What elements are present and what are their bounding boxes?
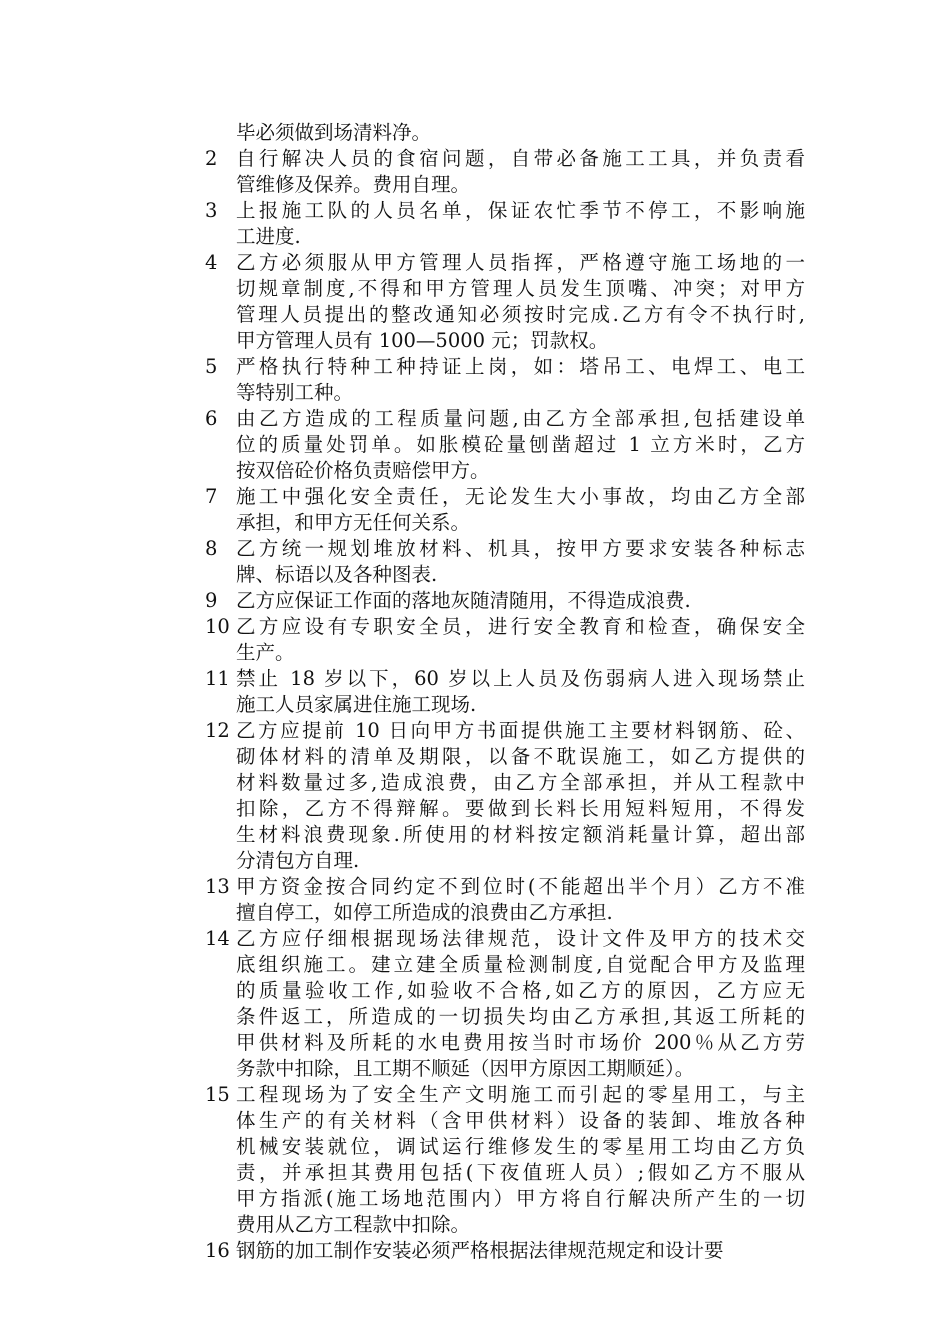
clause-number: 6 bbox=[205, 407, 218, 430]
text-line: 严格执行特种工种持证上岗，如：塔吊工、电焊工、电工 bbox=[236, 355, 805, 378]
text-line: 体生产的有关材料（含甲供材料）设备的装卸、堆放各种 bbox=[236, 1109, 805, 1132]
clause-text bbox=[236, 1082, 805, 1238]
clause-number: 13 bbox=[205, 875, 230, 898]
clause-item bbox=[205, 1238, 805, 1264]
continuation-paragraph bbox=[205, 120, 805, 146]
text-line: 乙方应提前 10 日向甲方书面提供施工主要材料钢筋、砼、 bbox=[236, 719, 805, 742]
clause-number: 11 bbox=[205, 667, 230, 690]
text-line: 分清包方自理. bbox=[236, 849, 360, 872]
clause-text bbox=[236, 198, 805, 250]
text-line: 上报施工队的人员名单，保证农忙季节不停工，不影响施 bbox=[236, 199, 805, 222]
clause-number: 8 bbox=[205, 537, 218, 560]
text-line: 钢筋的加工制作安装必须严格根据法律规范规定和设计要 bbox=[236, 1239, 724, 1262]
text-line: 务款中扣除，且工期不顺延（因甲方原因工期顺延）。 bbox=[236, 1057, 695, 1080]
text-line: 甲供材料及所耗的水电费用按当时市场价 200％从乙方劳 bbox=[236, 1031, 805, 1054]
text-line: 擅自停工，如停工所造成的浪费由乙方承担. bbox=[236, 901, 613, 924]
clause-number: 7 bbox=[205, 485, 218, 508]
text-line: 施工中强化安全责任，无论发生大小事故，均由乙方全部 bbox=[236, 485, 805, 508]
text-line: 乙方必须服从甲方管理人员指挥，严格遵守施工场地的一 bbox=[236, 251, 805, 274]
text-line: 生产。 bbox=[236, 641, 295, 664]
clause-text bbox=[236, 1238, 805, 1264]
text-line: 乙方应设有专职安全员，进行安全教育和检查，确保安全 bbox=[236, 615, 805, 638]
text-line: 自行解决人员的食宿问题，自带必备施工工具，并负责看 bbox=[236, 147, 805, 170]
text-line: 按双倍砼价格负责赔偿甲方。 bbox=[236, 459, 490, 482]
clause-number: 15 bbox=[205, 1083, 230, 1106]
clause-text bbox=[236, 120, 805, 146]
clause-text bbox=[236, 874, 805, 926]
clause-item bbox=[205, 406, 805, 484]
text-line: 乙方应仔细根据现场法律规范，设计文件及甲方的技术交 bbox=[236, 927, 805, 950]
text-line: 生材料浪费现象.所使用的材料按定额消耗量计算，超出部 bbox=[236, 823, 805, 846]
text-line: 由乙方造成的工程质量问题,由乙方全部承担,包括建设单 bbox=[236, 407, 805, 430]
clause-item bbox=[205, 536, 805, 588]
text-line: 位的质量处罚单。如胀模砼量刨凿超过 1 立方米时，乙方 bbox=[236, 433, 805, 456]
text-line: 材料数量过多,造成浪费，由乙方全部承担，并从工程款中 bbox=[236, 771, 805, 794]
text-line: 禁止 18 岁以下，60 岁以上人员及伤弱病人进入现场禁止 bbox=[236, 667, 805, 690]
clause-list bbox=[205, 120, 805, 1264]
text-line: 等特别工种。 bbox=[236, 381, 354, 404]
text-line: 砌体材料的清单及期限，以备不耽误施工，如乙方提供的 bbox=[236, 745, 805, 768]
text-line: 底组织施工。建立建全质量检测制度,自觉配合甲方及监理 bbox=[236, 953, 805, 976]
clause-text bbox=[236, 536, 805, 588]
text-line: 扣除，乙方不得辩解。要做到长料长用短料短用，不得发 bbox=[236, 797, 805, 820]
clause-item bbox=[205, 588, 805, 614]
clause-text bbox=[236, 926, 805, 1082]
text-line: 工进度. bbox=[236, 225, 301, 248]
clause-number: 3 bbox=[205, 199, 218, 222]
clause-item bbox=[205, 250, 805, 354]
clause-item bbox=[205, 484, 805, 536]
clause-item bbox=[205, 146, 805, 198]
text-line: 机械安装就位，调试运行维修发生的零星用工均由乙方负 bbox=[236, 1135, 805, 1158]
clause-number: 5 bbox=[205, 355, 218, 378]
clause-text bbox=[236, 354, 805, 406]
clause-text bbox=[236, 666, 805, 718]
text-line: 施工人员家属进住施工现场. bbox=[236, 693, 477, 716]
clause-item bbox=[205, 354, 805, 406]
clause-item bbox=[205, 666, 805, 718]
clause-item bbox=[205, 874, 805, 926]
clause-text bbox=[236, 588, 805, 614]
clause-number: 10 bbox=[205, 615, 230, 638]
text-line: 承担，和甲方无任何关系。 bbox=[236, 511, 471, 534]
text-line: 管理人员提出的整改通知必须按时完成.乙方有令不执行时, bbox=[236, 303, 805, 326]
text-line: 乙方统一规划堆放材料、机具，按甲方要求安装各种标志 bbox=[236, 537, 805, 560]
clause-text bbox=[236, 146, 805, 198]
clause-item bbox=[205, 198, 805, 250]
text-line: 管维修及保养。费用自理。 bbox=[236, 173, 471, 196]
clause-number: 14 bbox=[205, 927, 230, 950]
text-line: 的质量验收工作,如验收不合格,如乙方的原因，乙方应无 bbox=[236, 979, 805, 1002]
clause-text bbox=[236, 614, 805, 666]
text-line: 责，并承担其费用包括(下夜值班人员）;假如乙方不服从 bbox=[236, 1161, 805, 1184]
text-line: 费用从乙方工程款中扣除。 bbox=[236, 1213, 471, 1236]
text-line: 甲方资金按合同约定不到位时(不能超出半个月）乙方不准 bbox=[236, 875, 805, 898]
clause-text bbox=[236, 406, 805, 484]
clause-text bbox=[236, 250, 805, 354]
text-line: 甲方指派(施工场地范围内）甲方将自行解决所产生的一切 bbox=[236, 1187, 805, 1210]
text-line: 牌、标语以及各种图表. bbox=[236, 563, 438, 586]
clause-item bbox=[205, 926, 805, 1082]
clause-number: 12 bbox=[205, 719, 230, 742]
clause-number: 9 bbox=[205, 589, 218, 612]
clause-number: 4 bbox=[205, 251, 218, 274]
clause-item bbox=[205, 1082, 805, 1238]
clause-number: 2 bbox=[205, 147, 218, 170]
clause-item bbox=[205, 718, 805, 874]
clause-text bbox=[236, 718, 805, 874]
text-line: 切规章制度,不得和甲方管理人员发生顶嘴、冲突；对甲方 bbox=[236, 277, 805, 300]
clause-item bbox=[205, 614, 805, 666]
text-line: 工程现场为了安全生产文明施工而引起的零星用工，与主 bbox=[236, 1083, 805, 1106]
clause-text bbox=[236, 484, 805, 536]
text-line: 乙方应保证工作面的落地灰随清随用，不得造成浪费. bbox=[236, 589, 691, 612]
text-line: 甲方管理人员有 100—5000 元；罚款权。 bbox=[236, 329, 609, 352]
text-line: 条件返工，所造成的一切损失均由乙方承担,其返工所耗的 bbox=[236, 1005, 805, 1028]
text-line: 毕必须做到场清料净。 bbox=[236, 121, 432, 144]
clause-number: 16 bbox=[205, 1239, 230, 1262]
